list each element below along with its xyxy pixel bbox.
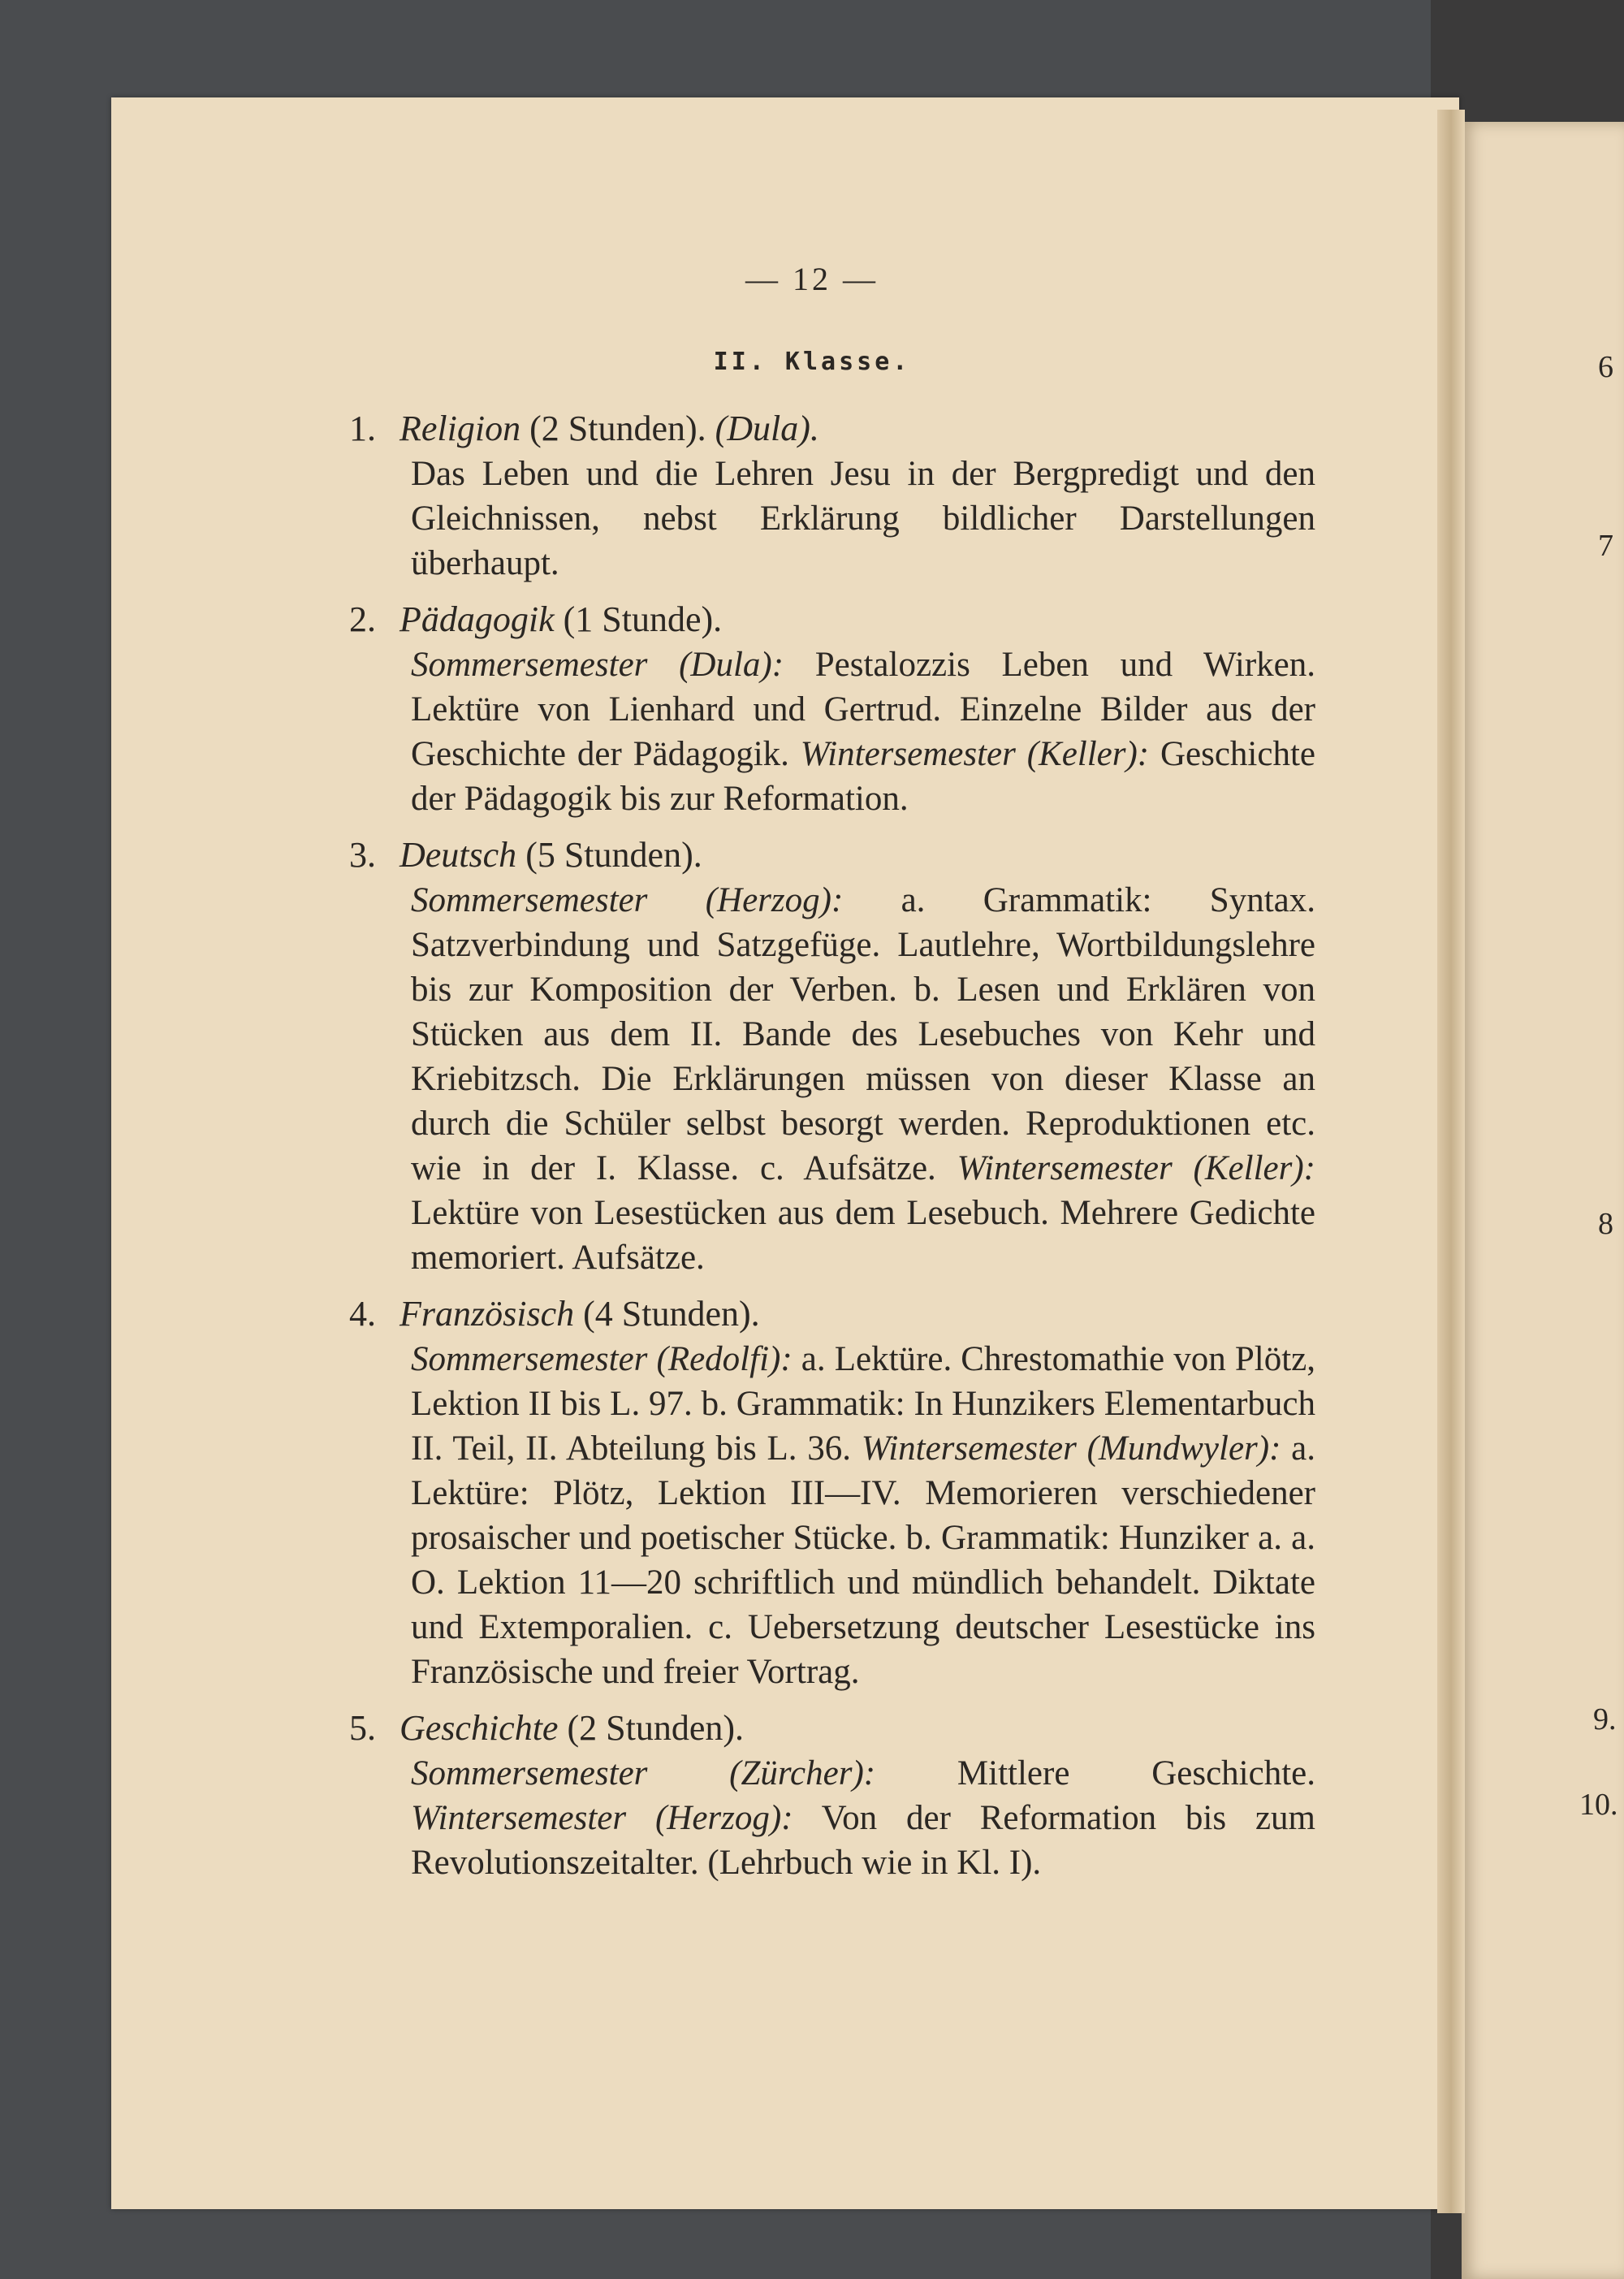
description-text: a. Grammatik: Syntax. Satzverbindung und Satzgefüge. Lautlehre, Wortbildungslehre bis zur Komposition der Verben. b. Lesen und Erklären von Stücken aus dem II. Bande des Lesebuches von Kehr und Kriebitzsch. Die Erklärungen müssen von dieser Klasse an durch die Schüler selbst besorgt werden. Reproduktionen etc. wie in der I. Klasse. c. Aufsätze.: [411, 881, 1316, 1187]
description-text: Von der Reformation bis zum Revolutionszeitalter. (Lehrbuch wie in Kl. I).: [411, 1799, 1315, 1882]
section-title: II. Klasse.: [713, 348, 911, 376]
description-text: Mittlere Geschichte.: [875, 1754, 1315, 1792]
subject-number: 3.: [349, 835, 376, 875]
subject-description: [411, 878, 1315, 1280]
subject-heading: [349, 597, 1315, 642]
facing-page-number: 7: [1598, 529, 1613, 563]
semester-label: Wintersemester (Keller):: [800, 735, 1150, 773]
semester-label: Wintersemester (Keller):: [957, 1149, 1315, 1187]
subject-heading: [349, 1291, 1315, 1337]
subject-number: 4.: [349, 1294, 376, 1334]
subject-description: [411, 1337, 1315, 1694]
subject-name: Religion: [400, 409, 521, 448]
subject-heading: [349, 406, 1315, 452]
subject-hours: (4 Stunden).: [574, 1294, 760, 1334]
subject-hours: (2 Stunden).: [558, 1708, 744, 1748]
facing-page-number: 9.: [1593, 1702, 1617, 1736]
semester-label: Sommersemester (Herzog):: [411, 881, 844, 919]
page-gutter: [1437, 110, 1465, 2213]
subject-entry: [349, 1706, 1315, 1885]
subject-name: Deutsch: [400, 835, 517, 875]
subject-entry: [349, 406, 1315, 586]
facing-page-number: 6: [1598, 350, 1613, 384]
facing-page: [1462, 122, 1624, 2279]
subject-description: [411, 452, 1315, 586]
subject-hours: (1 Stunde).: [554, 599, 723, 639]
description-text: a. Lektüre: Plötz, Lektion III—IV. Memorieren verschiedener prosaischer und poetischer Stücke. b. Grammatik: Hunziker a. a. O. Lektion 11—20 schriftlich und mündlich behandelt. Diktate und Extemporalien. c. Uebersetzung deutscher Lesestücke ins Französische und freier Vortrag.: [411, 1429, 1315, 1691]
semester-label: Sommersemester (Zürcher):: [411, 1754, 876, 1792]
semester-label: Sommersemester (Dula):: [411, 646, 784, 684]
subject-heading: [349, 832, 1315, 878]
subject-heading: [349, 1706, 1315, 1751]
subject-entry: [349, 832, 1315, 1280]
subject-entry: [349, 1291, 1315, 1694]
semester-label: Wintersemester (Mundwyler):: [861, 1429, 1281, 1468]
subject-number: 5.: [349, 1708, 376, 1748]
description-text: Das Leben und die Lehren Jesu in der Bergpredigt und den Gleichnissen, nebst Erklärung bildlicher Darstellungen überhaupt.: [411, 455, 1315, 582]
subject-teacher: (Dula).: [715, 409, 819, 448]
page-number: — 12 —: [745, 261, 879, 297]
semester-label: Sommersemester (Redolfi):: [411, 1340, 793, 1378]
subject-description: [411, 1751, 1315, 1885]
semester-label: Wintersemester (Herzog):: [411, 1799, 793, 1837]
subject-name: Geschichte: [400, 1708, 559, 1748]
subject-hours: (5 Stunden).: [516, 835, 702, 875]
description-text: Pestalozzis Leben und Wirken. Lektüre von Lienhard und Gertrud. Einzelne Bilder aus der Geschichte der Pädagogik.: [411, 646, 1315, 773]
subject-description: [411, 642, 1315, 821]
subject-number: 1.: [349, 409, 376, 448]
subject-hours: (2 Stunden).: [520, 409, 706, 448]
subject-entry: [349, 597, 1315, 821]
description-text: Lektüre von Lesestücken aus dem Lesebuch. Mehrere Gedichte memoriert. Aufsätze.: [411, 1194, 1315, 1277]
description-text: Geschichte der Pädagogik bis zur Reformation.: [411, 735, 1316, 818]
subject-list: [349, 406, 1315, 1896]
description-text: a. Lektüre. Chrestomathie von Plötz, Lektion II bis L. 97. b. Grammatik: In Hunzikers Elementarbuch II. Teil, II. Abteilung bis L. 36.: [411, 1340, 1315, 1468]
facing-page-number: 10.: [1579, 1788, 1618, 1822]
subject-name: Pädagogik: [400, 599, 555, 639]
subject-number: 2.: [349, 599, 376, 639]
subject-name: Französisch: [400, 1294, 575, 1334]
facing-page-number: 8: [1598, 1207, 1613, 1241]
